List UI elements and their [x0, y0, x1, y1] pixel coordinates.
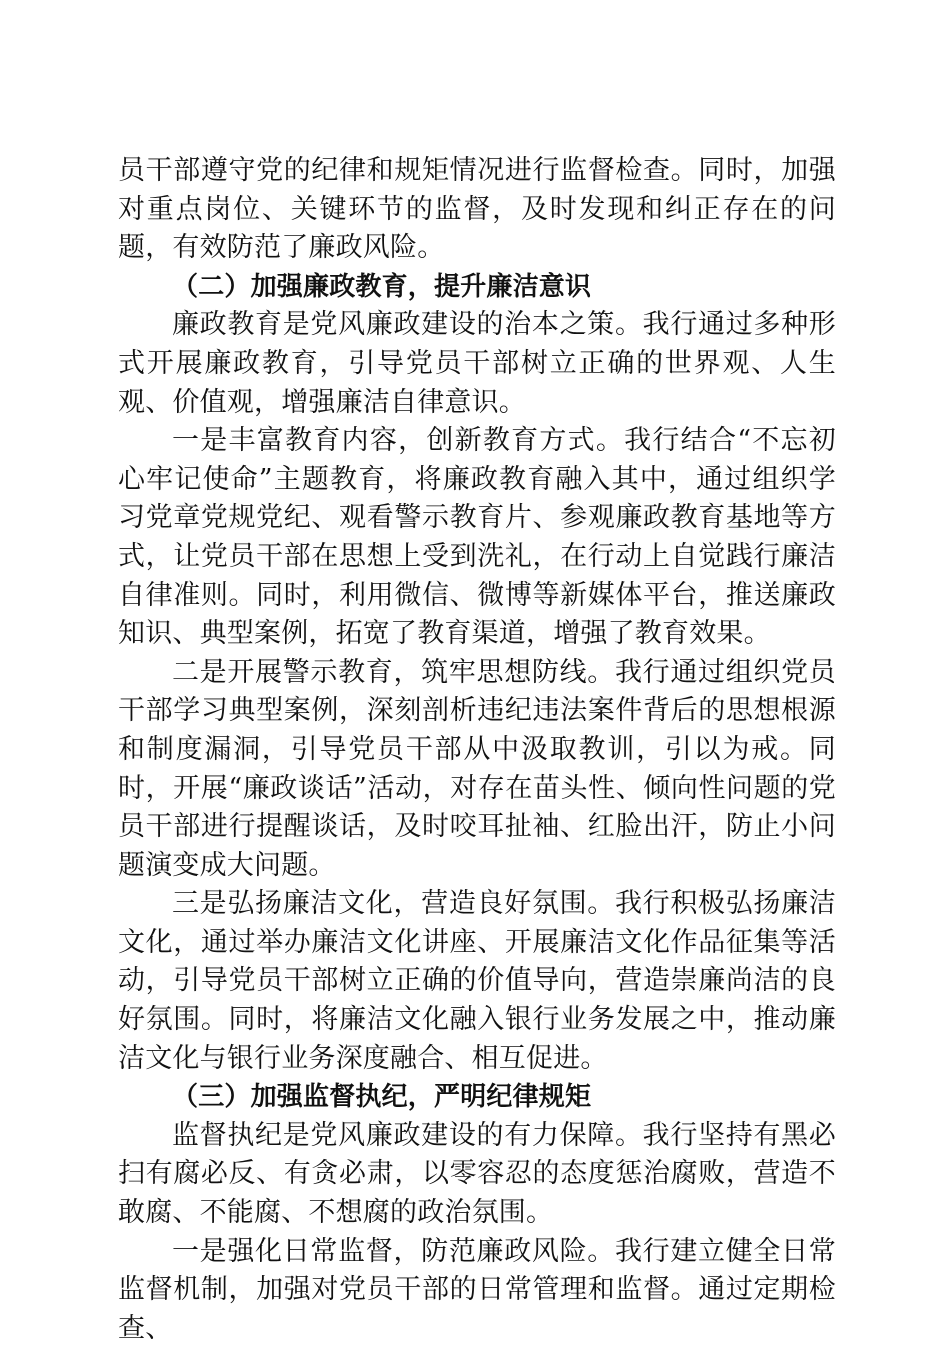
paragraph-warning-education: 二是开展警示教育，筑牢思想防线。我行通过组织党员干部学习典型案例，深刻剖析违纪违法案件背后的思想根源和制度漏洞，引导党员干部从中汲取教训，引以为戒。同时，开展“廉政谈话”活动，对存在苗头性、倾向性问题的党员干部进行提醒谈话，及时咬耳扯袖、红脸出汗，防止小问题演变成大问题。 [118, 656, 836, 881]
paragraph-continuation: 员干部遵守党的纪律和规矩情况进行监督检查。同时，加强对重点岗位、关键环节的监督，及时发现和纠正存在的问题，有效防范了廉政风险。 [118, 155, 836, 264]
paragraph-supervision-intro: 监督执纪是党风廉政建设的有力保障。我行坚持有黑必扫有腐必反、有贪必肃，以零容忍的态度惩治腐败，营造不敢腐、不能腐、不想腐的政治氛围。 [118, 1119, 836, 1229]
paragraph-education-content: 一是丰富教育内容，创新教育方式。我行结合“不忘初心牢记使命”主题教育，将廉政教育融入其中，通过组织学习党章党规党纪、观看警示教育片、参观廉政教育基地等方式，让党员干部在思想上受到洗礼，在行动上自觉践行廉洁自律准则。同时，利用微信、微博等新媒体平台，推送廉政知识、典型案例，拓宽了教育渠道，增强了教育效果。 [118, 425, 836, 650]
paragraph-daily-supervision: 一是强化日常监督，防范廉政风险。我行建立健全日常监督机制，加强对党员干部的日常管理和监督。通过定期检查、 [118, 1235, 836, 1344]
section-heading-2: （二）加强廉政教育，提升廉洁意识 [172, 271, 592, 302]
section-heading-3: （三）加强监督执纪，严明纪律规矩 [172, 1082, 592, 1113]
paragraph-integrity-culture: 三是弘扬廉洁文化，营造良好氛围。我行积极弘扬廉洁文化，通过举办廉洁文化讲座、开展廉洁文化作品征集等活动，引导党员干部树立正确的价值导向，营造崇廉尚洁的良好氛围。同时，将廉洁文化融入银行业务发展之中，推动廉洁文化与银行业务深度融合、相互促进。 [118, 888, 836, 1074]
document-body [118, 152, 836, 1348]
paragraph-education-intro: 廉政教育是党风廉政建设的治本之策。我行通过多种形式开展廉政教育，引导党员干部树立正确的世界观、人生观、价值观，增强廉洁自律意识。 [118, 309, 836, 418]
